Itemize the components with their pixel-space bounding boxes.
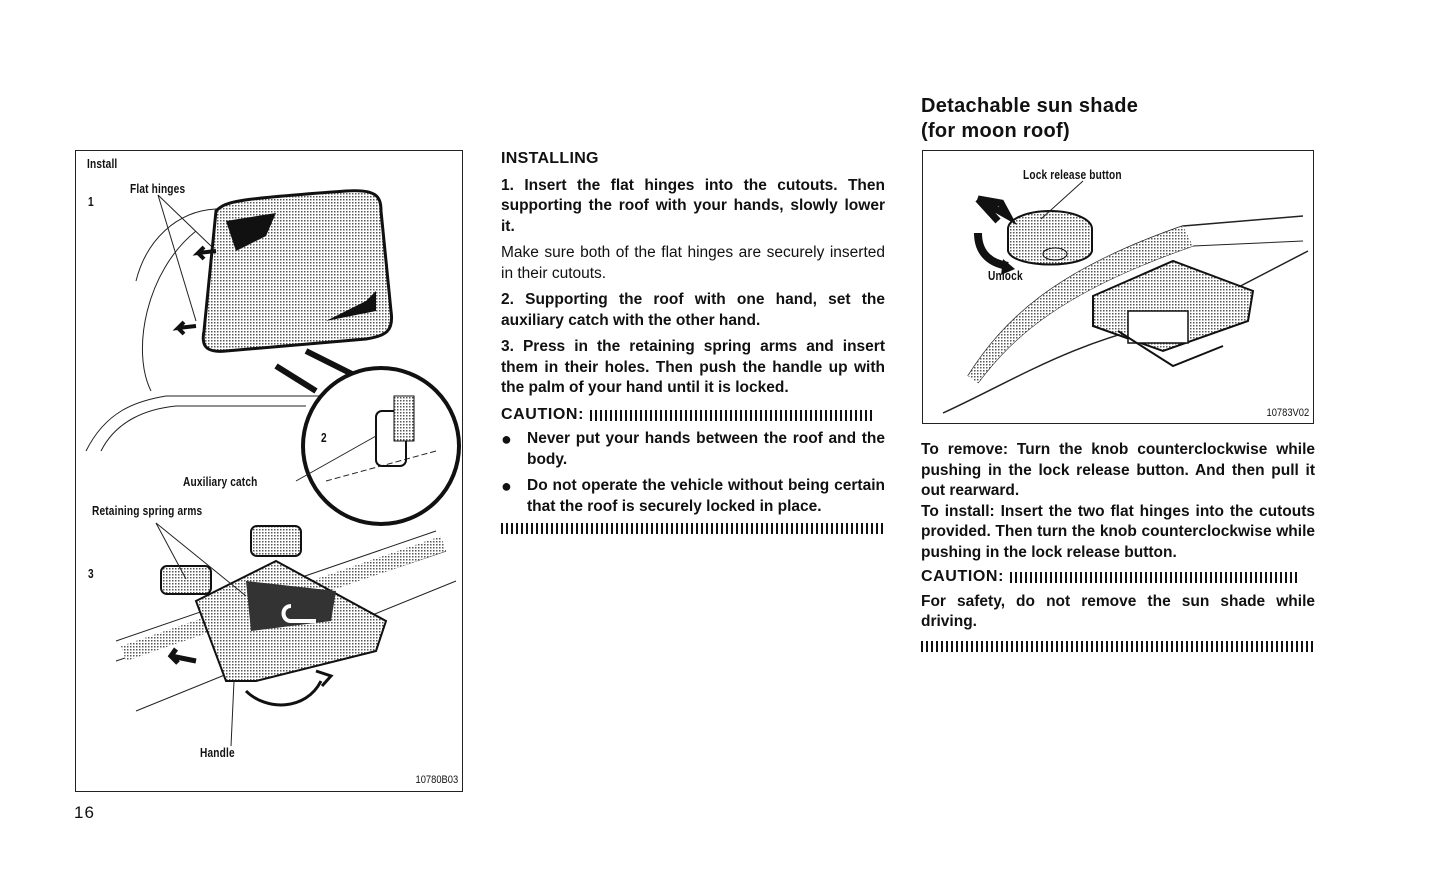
step-number-3: 3 <box>88 566 94 581</box>
installing-step-1: 1. Insert the flat hinges into the cutouts. Then supporting the roof with your hands, slowly lower it. <box>501 176 885 235</box>
caution-heading <box>921 567 1315 588</box>
to-install-text: To install: Insert the two flat hinges into the cutouts provided. Then turn the knob counterclockwise while pushing in the lock release button. <box>921 502 1315 561</box>
caution-label: CAUTION: <box>921 568 1005 585</box>
installing-heading: INSTALLING <box>501 150 599 167</box>
caution-bullet: ● Never put your hands between the roof and the body. <box>501 429 885 470</box>
sun-shade-illustration <box>922 150 1314 424</box>
figure-title: Install <box>87 156 118 171</box>
to-remove-text: To remove: Turn the knob counterclockwise while pushing in the lock release button. And then pull it out rearward. <box>921 441 1315 499</box>
sun-shade-knob-drawing <box>923 151 1313 423</box>
sun-shade-title: Detachable sun shade (for moon roof) <box>921 95 1139 142</box>
step-number-2: 2 <box>321 430 327 445</box>
figure-code: 10780B03 <box>415 774 458 786</box>
installing-section <box>501 149 885 534</box>
installing-step-1-note: Make sure both of the flat hinges are securely inserted in their cutouts. <box>501 244 885 282</box>
install-illustration <box>75 150 463 792</box>
installing-step-3: 3. Press in the retaining spring arms and insert them in their holes. Then push the handle up with the palm of your hand until it is locked. <box>501 338 885 396</box>
bullet-icon: ● <box>501 476 512 496</box>
label-handle: Handle <box>200 745 235 760</box>
label-auxiliary-catch: Auxiliary catch <box>183 474 258 489</box>
label-flat-hinges: Flat hinges <box>130 181 186 196</box>
sun-shade-instructions <box>921 440 1315 652</box>
caution-heading <box>501 405 885 426</box>
moon-roof-install-drawing <box>76 151 462 791</box>
label-lock-release-button: Lock release button <box>1023 167 1122 182</box>
figure-code: 10783V02 <box>1266 407 1309 419</box>
caution-text: For safety, do not remove the sun shade while driving. <box>921 592 1315 630</box>
caution-bullet: ● Do not operate the vehicle without being certain that the roof is securely locked in place. <box>501 476 885 517</box>
step-number-1: 1 <box>88 194 94 209</box>
caution-rule <box>1010 572 1300 583</box>
page-number: 16 <box>74 803 95 822</box>
label-unlock: Unlock <box>988 268 1023 283</box>
installing-step-2: 2. Supporting the roof with one hand, set the auxiliary catch with the other hand. <box>501 291 885 329</box>
caution-rule <box>590 410 875 421</box>
caution-end-rule <box>501 523 885 534</box>
label-retaining-spring-arms: Retaining spring arms <box>92 503 203 518</box>
caution-label: CAUTION: <box>501 405 585 423</box>
bullet-icon: ● <box>501 429 512 449</box>
caution-end-rule <box>921 641 1315 652</box>
